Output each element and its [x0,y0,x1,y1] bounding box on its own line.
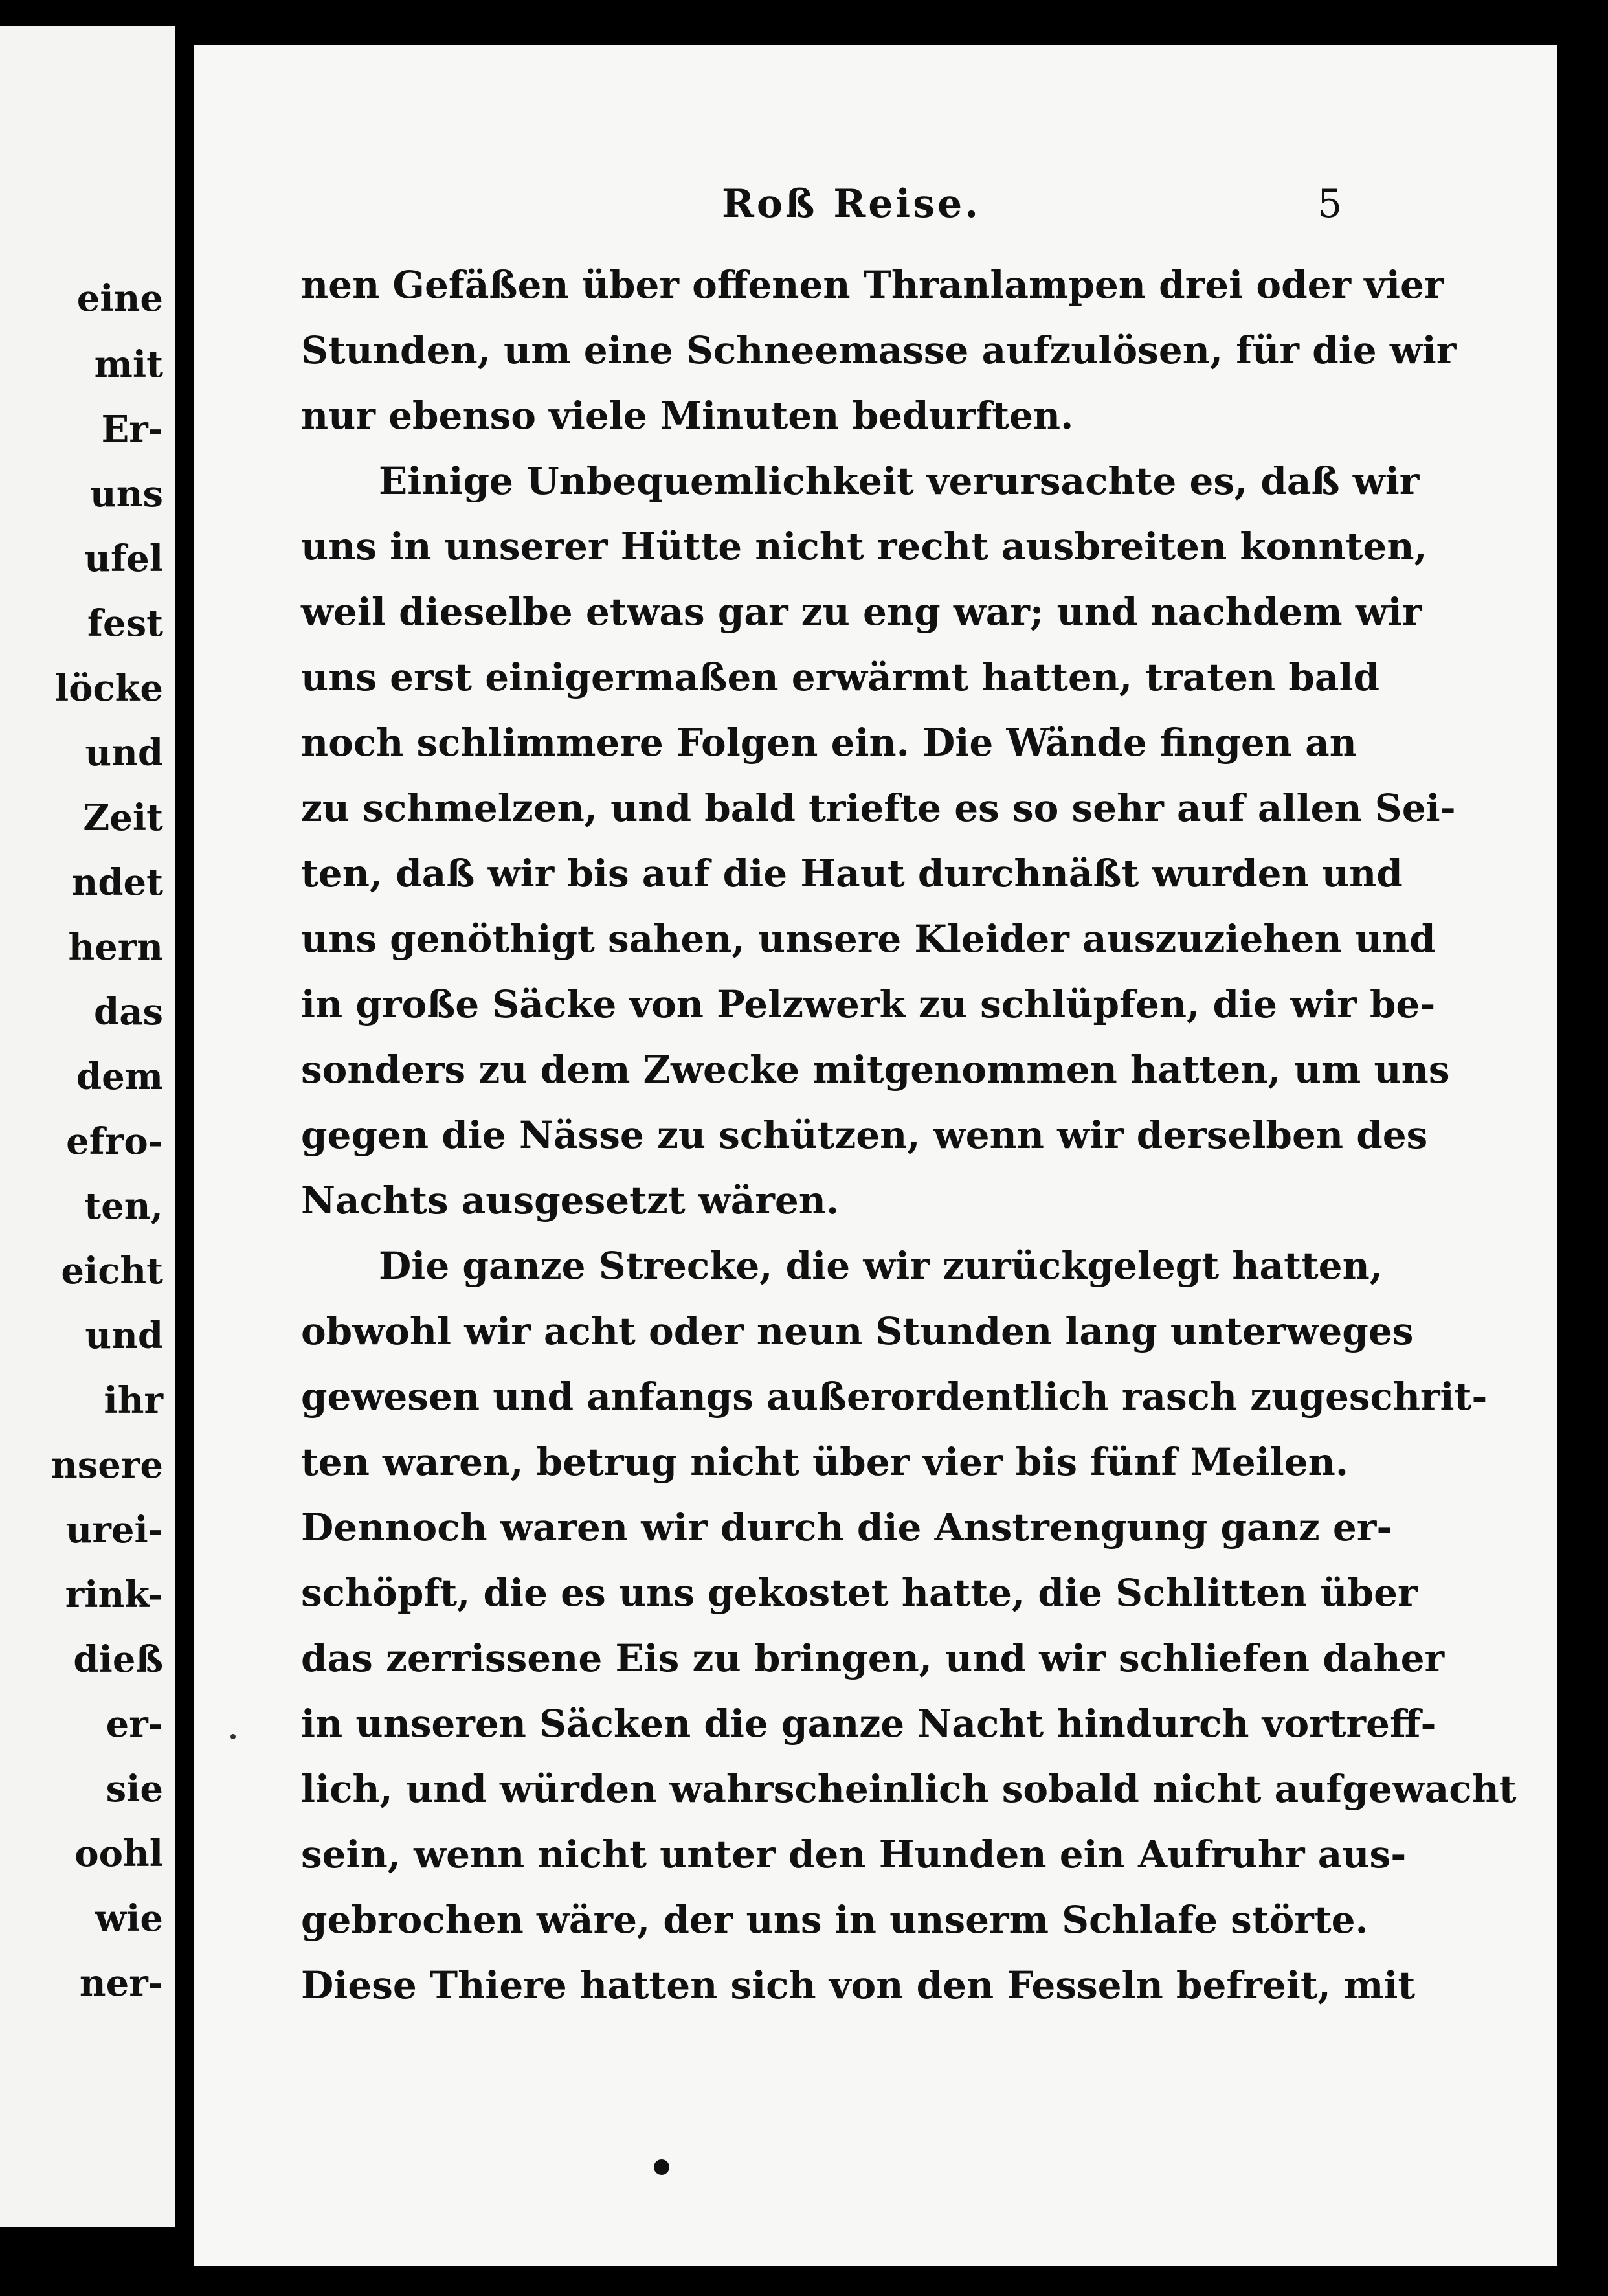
left-fragment: löcke [54,667,163,710]
left-fragment: er- [106,1703,163,1746]
left-fragment: fest [87,602,163,645]
left-fragment: das [94,991,163,1033]
right-page [194,45,1557,2266]
left-fragment: dieß [73,1638,163,1681]
left-fragment: oohl [74,1832,163,1875]
text-line: Diese Thiere hatten sich von den Fesseln befreit, mit [301,1963,1416,2007]
text-line: ten, daß wir bis auf die Haut durchnäßt wurden und [301,851,1403,895]
text-line: gewesen und anfangs außerordentlich rasch zugeschrit- [301,1375,1488,1419]
text-line: uns genöthigt sahen, unsere Kleider auszuziehen und [301,917,1436,961]
text-line: sein, wenn nicht unter den Hunden ein Aufruhr aus- [301,1832,1407,1876]
page-header [194,181,1557,233]
text-line: ten waren, betrug nicht über vier bis fünf Meilen. [301,1440,1349,1484]
text-line: in große Säcke von Pelzwerk zu schlüpfen, die wir be- [301,982,1436,1026]
text-line: uns in unserer Hütte nicht recht ausbreiten konnten, [301,524,1427,568]
text-line: Stunden, um eine Schneemasse aufzulösen, für die wir [301,328,1457,372]
left-fragment: Er- [101,408,163,451]
text-line: Einige Unbequemlichkeit verursachte es, daß wir [379,459,1420,503]
text-line: Nachts ausgesetzt wären. [301,1178,840,1222]
left-fragment: ihr [104,1379,163,1422]
text-line: das zerrissene Eis zu bringen, und wir schliefen daher [301,1636,1445,1680]
left-fragment: und [85,1314,163,1357]
left-fragment: ufel [84,537,163,580]
page-number: 5 [1317,181,1343,227]
text-line: in unseren Säcken die ganze Nacht hindurch vortreff- [301,1702,1436,1746]
text-line: nur ebenso viele Minuten bedurften. [301,394,1074,438]
text-line: uns erst einigermaßen erwärmt hatten, traten bald [301,655,1380,699]
left-fragment: ten, [84,1185,163,1228]
text-line: schöpft, die es uns gekostet hatte, die Schlitten über [301,1571,1418,1615]
left-fragment: rink- [65,1573,163,1616]
text-line: Die ganze Strecke, die wir zurückgelegt hatten, [379,1244,1383,1288]
left-fragment: eicht [61,1250,163,1292]
left-fragment: uns [90,473,163,515]
printer-mark [654,2159,669,2175]
left-fragment: wie [95,1897,163,1940]
text-line: sonders zu dem Zwecke mitgenommen hatten, um uns [301,1048,1450,1092]
text-line: gegen die Nässe zu schützen, wenn wir derselben des [301,1113,1428,1157]
left-fragment: ner- [79,1962,163,2005]
left-fragment: Zeit [83,796,163,839]
left-fragment: efro- [66,1120,163,1163]
running-title: Roß Reise. [722,181,981,227]
page-gutter [175,26,180,2227]
left-fragment: mit [94,343,163,386]
left-fragment: nsere [50,1444,163,1487]
text-line: weil dieselbe etwas gar zu eng war; und nachdem wir [301,590,1422,634]
stray-mark [230,1734,236,1739]
left-fragment: eine [76,277,163,320]
text-line: gebrochen wäre, der uns in unserm Schlafe störte. [301,1898,1368,1942]
left-fragment: dem [76,1055,163,1098]
left-page [0,26,175,2227]
left-fragment: hern [68,926,163,969]
left-fragment: sie [106,1768,163,1810]
text-line: nen Gefäßen über offenen Thranlampen drei oder vier [301,263,1444,307]
left-fragment: urei- [65,1509,163,1551]
text-line: lich, und würden wahrscheinlich sobald nicht aufgewacht [301,1767,1517,1811]
text-line: Dennoch waren wir durch die Anstrengung ganz er- [301,1505,1392,1549]
text-line: zu schmelzen, und bald triefte es so sehr auf allen Sei- [301,786,1456,830]
text-line: noch schlimmere Folgen ein. Die Wände fingen an [301,721,1357,765]
left-fragment: ndet [71,861,163,904]
left-fragment: und [85,732,163,774]
body-text [301,253,1517,2018]
text-line: obwohl wir acht oder neun Stunden lang unterweges [301,1309,1414,1353]
